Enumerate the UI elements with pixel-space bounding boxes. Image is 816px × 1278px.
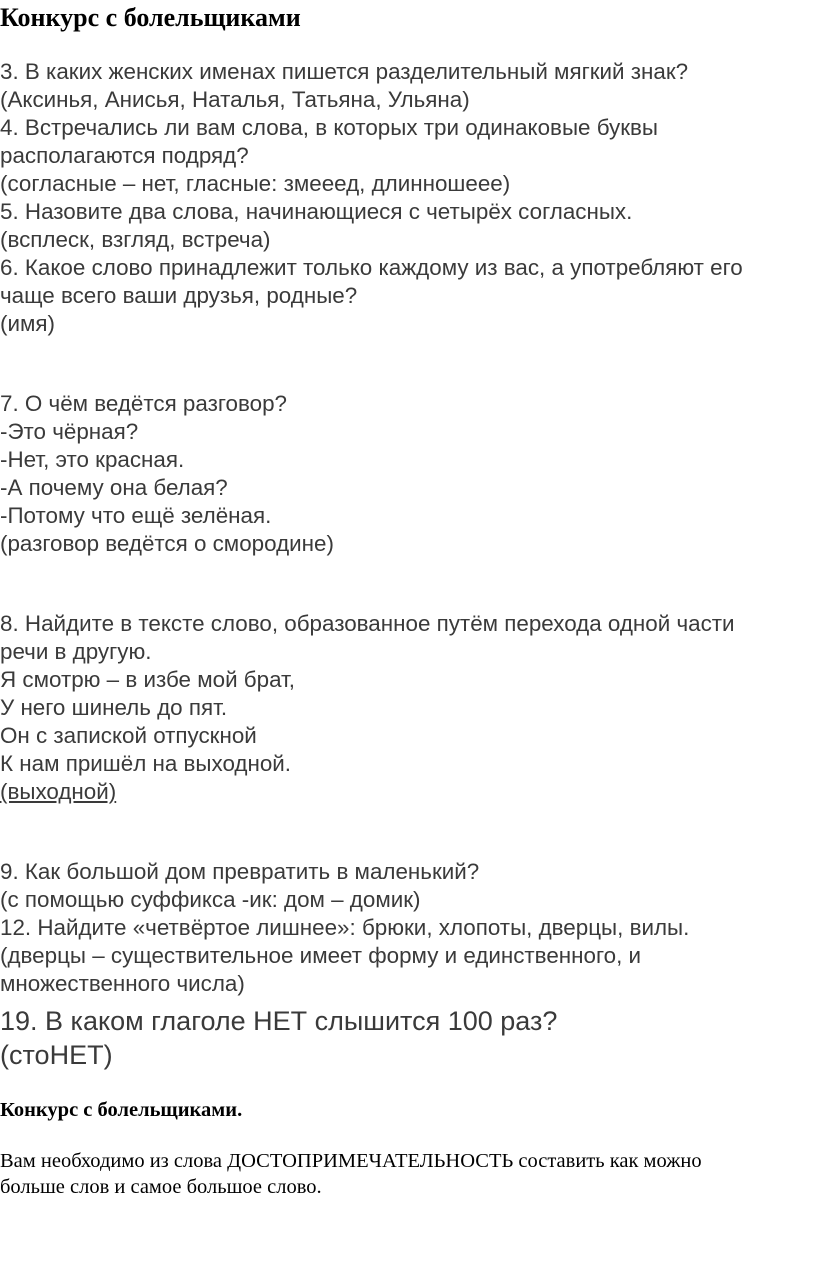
contest-text: Вам необходимо из слова ДОСТОПРИМЕЧАТЕЛЬНОСТЬ составить как можно xyxy=(0,1150,702,1172)
question-12-answer: множественного числа) xyxy=(0,971,245,996)
page-title: Конкурс с болельщиками xyxy=(0,3,301,32)
question-7-answer: (разговор ведётся о смородине) xyxy=(0,531,334,556)
poem-line: К нам пришёл на выходной. xyxy=(0,751,292,776)
contest-text: больше слов и самое большое слово. xyxy=(0,1176,322,1198)
question-12-text: 12. Найдите «четвёртое лишнее»: брюки, хлопоты, дверцы, вилы. xyxy=(0,915,690,940)
question-8-text: речи в другую. xyxy=(0,639,152,664)
dialogue-line: -Потому что ещё зелёная. xyxy=(0,503,272,528)
question-3-text: 3. В каких женских именах пишется разделительный мягкий знак? xyxy=(0,59,689,84)
contest-heading: Конкурс с болельщиками. xyxy=(0,1099,243,1121)
question-6-text: чаще всего ваши друзья, родные? xyxy=(0,283,358,308)
dialogue-line: -Это чёрная? xyxy=(0,419,139,444)
poem-line: У него шинель до пят. xyxy=(0,695,228,720)
question-5-answer: (всплеск, взгляд, встреча) xyxy=(0,227,271,252)
question-7-text: 7. О чём ведётся разговор? xyxy=(0,391,287,416)
question-12-answer: (дверцы – существительное имеет форму и единственного, и xyxy=(0,943,642,968)
poem-line: Я смотрю – в избе мой брат, xyxy=(0,667,296,692)
question-4-text: располагаются подряд? xyxy=(0,143,249,168)
question-5-text: 5. Назовите два слова, начинающиеся с четырёх согласных. xyxy=(0,199,633,224)
question-19-text: 19. В каком глаголе НЕТ слышится 100 раз? xyxy=(0,1006,558,1036)
question-6-answer: (имя) xyxy=(0,311,55,336)
question-6-text: 6. Какое слово принадлежит только каждому из вас, а употребляют его xyxy=(0,255,743,280)
question-4-text: 4. Встречались ли вам слова, в которых три одинаковые буквы xyxy=(0,115,659,140)
question-8-text: 8. Найдите в тексте слово, образованное путём перехода одной части xyxy=(0,611,735,636)
question-9-text: 9. Как большой дом превратить в маленький? xyxy=(0,859,480,884)
dialogue-line: -Нет, это красная. xyxy=(0,447,185,472)
poem-line: Он с запиской отпускной xyxy=(0,723,257,748)
question-3-answer: (Аксинья, Анисья, Наталья, Татьяна, Ульяна) xyxy=(0,87,470,112)
question-9-answer: (с помощью суффикса -ик: дом – домик) xyxy=(0,887,421,912)
question-4-answer: (согласные – нет, гласные: змееед, длинношеее) xyxy=(0,171,511,196)
question-19-answer: (стоНЕТ) xyxy=(0,1040,113,1070)
question-8-answer: (выходной) xyxy=(0,779,117,804)
dialogue-line: -А почему она белая? xyxy=(0,475,228,500)
